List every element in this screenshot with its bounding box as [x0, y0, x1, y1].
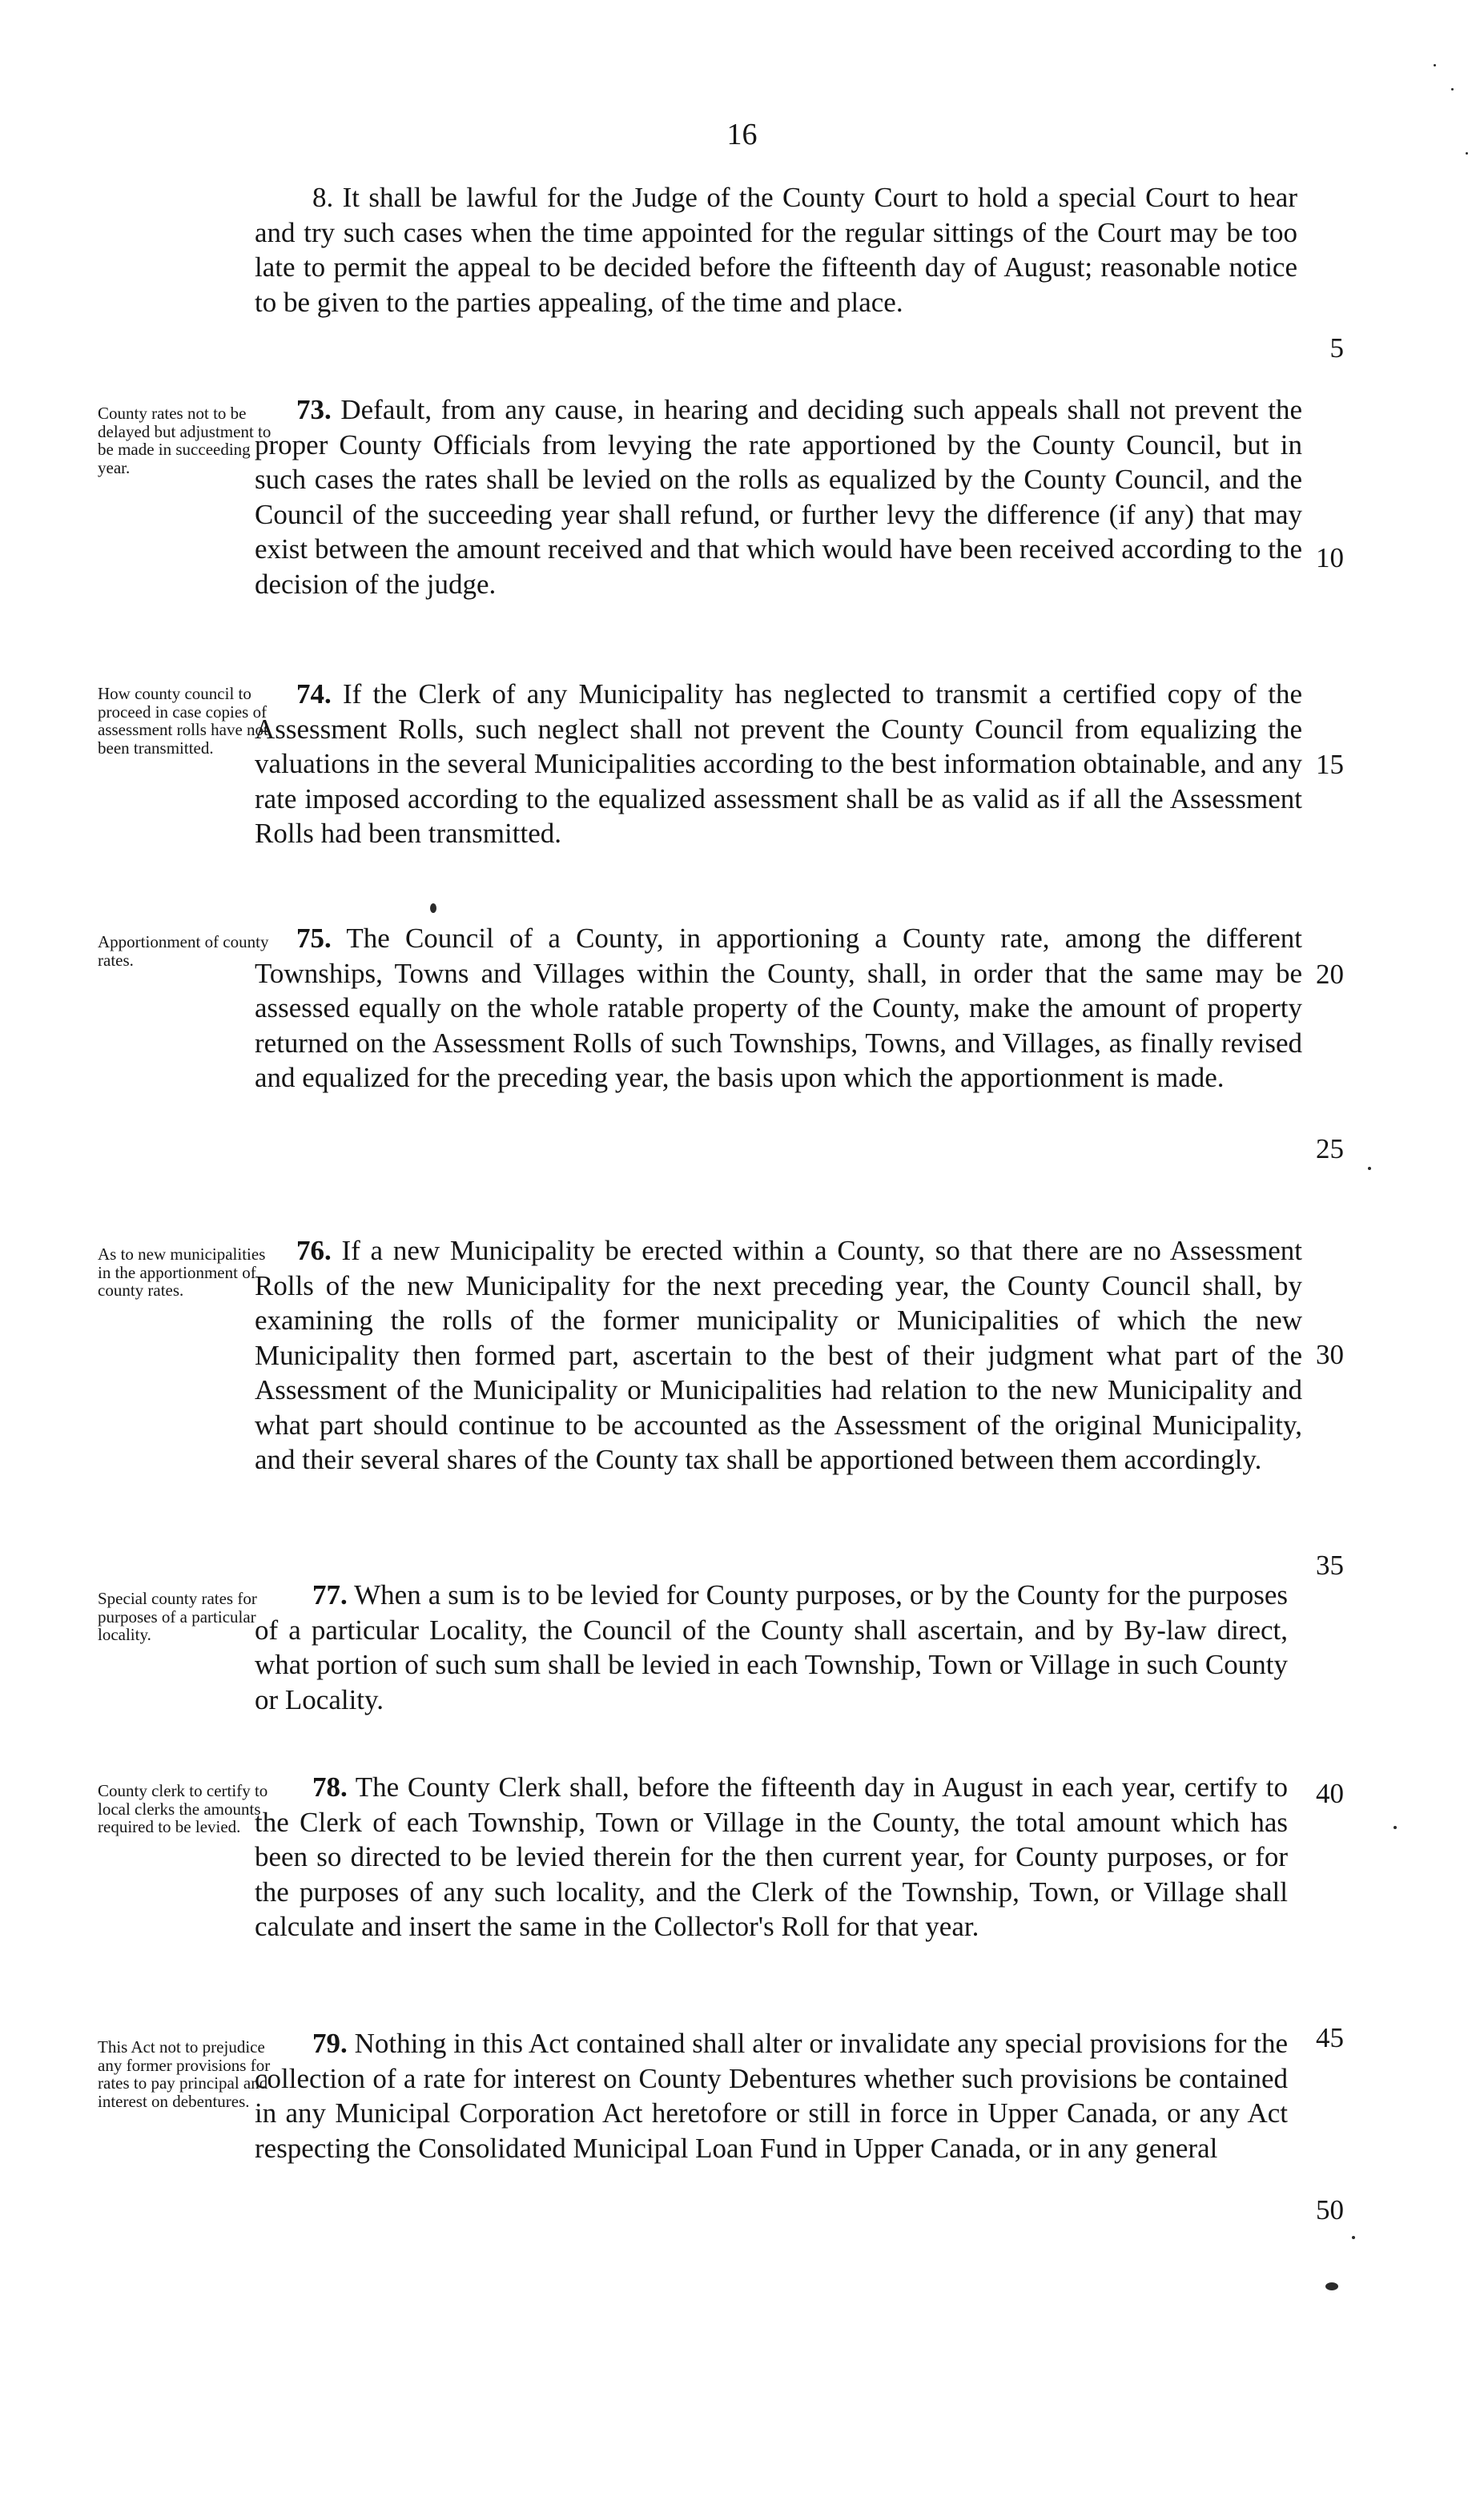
- section-body: When a sum is to be levied for County purposes, or by the County for the purposes of a particular Locality, the Council of the County shall ascertain, and by By-law direct, what portion of such sum shall be levied in each Township, Town or Village in such County or Locality.: [255, 1579, 1288, 1715]
- margin-note: As to new municipalities in the apportionment of county rates.: [98, 1244, 266, 1300]
- section-text: [255, 1233, 1302, 1478]
- section-number: 78.: [312, 1771, 348, 1803]
- section-body: If a new Municipality be erected within a County, so that there are no Assessment Rolls of the new Municipality for the next preceding year, the County Council shall, by examining the rolls of the former municipality or Municipalities of which the new Municipality then formed part, ascertain to the best of their judgment what part of the Assessment of the Municipality or Municipalities had relation to the new Municipality and what part should continue to be accounted as the Assessment of the original Municipality, and their several shares of the County tax shall be apportioned between them accordingly.: [255, 1235, 1303, 1475]
- line-number: 20: [1316, 959, 1344, 990]
- ink-speck: [1352, 2236, 1355, 2239]
- ink-speck: [1394, 1826, 1397, 1829]
- margin-note: How county council to proceed in case copies of assessment rolls have not been transmitted.: [98, 684, 268, 758]
- line-number: 40: [1316, 1778, 1344, 1809]
- section-text: [255, 1770, 1288, 1944]
- section-text: [255, 921, 1302, 1096]
- margin-note: Special county rates for purposes of a particular locality.: [98, 1589, 257, 1644]
- margin-note: This Act not to prejudice any former provisions for rates to pay principal and interest on debentures.: [98, 2037, 271, 2111]
- section-body: If the Clerk of any Municipality has neglected to transmit a certified copy of the Assessment Rolls, such neglect shall not prevent the County Council from equalizing the valuations in the several Municipalities according to the best information obtainable, and any rate imposed according to the equalized assessment shall be as valid as if all the Assessment Rolls had been transmitted.: [255, 678, 1303, 849]
- ink-speck: [1451, 88, 1454, 90]
- section-body: Default, from any cause, in hearing and deciding such appeals shall not prevent the proper County Officials from levying the rate apportioned by the County Council, but in such cases the rates shall be levied on the rolls as equalized by the County Council, and the Council of the succeeding year shall refund, or further levy the difference (if any) that may exist between the amount received and that which would have been received according to the decision of the judge.: [255, 394, 1303, 600]
- ink-speck: [1368, 1167, 1371, 1170]
- section-text: [255, 180, 1297, 320]
- section-number: 76.: [296, 1235, 332, 1266]
- ink-speck: [1325, 2282, 1338, 2290]
- section-number: 8.: [312, 182, 334, 213]
- section-body: It shall be lawful for the Judge of the County Court to hold a special Court to hear and try such cases when the time appointed for the regular sittings of the Court may be too late to permit the appeal to be decided before the fifteenth day of August; reasonable notice to be given to the parties appealing, of the time and place.: [255, 182, 1297, 318]
- ink-speck: [1466, 152, 1468, 155]
- section-number: 77.: [312, 1579, 348, 1610]
- line-number: 15: [1316, 749, 1344, 780]
- margin-note: County rates not to be delayed but adjustment to be made in succeeding year.: [98, 404, 271, 477]
- line-number: 50: [1316, 2194, 1344, 2226]
- line-number: 10: [1316, 542, 1344, 573]
- section-text: [255, 677, 1302, 851]
- section-number: 75.: [296, 923, 332, 954]
- section-text: [255, 1578, 1288, 1717]
- line-number: 25: [1316, 1133, 1344, 1164]
- margin-note: Apportionment of county rates.: [98, 932, 269, 970]
- page-number: 16: [726, 118, 758, 151]
- ink-speck: [430, 903, 436, 913]
- section-text: [255, 2026, 1288, 2165]
- line-number: 45: [1316, 2022, 1344, 2053]
- section-number: 73.: [296, 394, 332, 425]
- margin-note: County clerk to certify to local clerks the amounts required to be levied.: [98, 1781, 268, 1836]
- section-body: The County Clerk shall, before the fifteenth day in August in each year, certify to the Clerk of each Township, Town or Village in the County, the total amount which has been so directed to be levied therein for the then current year, for County purposes, or for the purposes of any such locality, and the Clerk of the Township, Town, or Village shall calculate and insert the same in the Collector's Roll for that year.: [255, 1771, 1288, 1942]
- ink-speck: [1434, 64, 1436, 66]
- section-body: Nothing in this Act contained shall alter or invalidate any special provisions for the collection of a rate for interest on County Debentures whether such provisions be contained in any Municipal Corporation Act heretofore or still in force in Upper Canada, or any Act respecting the Consolidated Municipal Loan Fund in Upper Canada, or in any general: [255, 2028, 1289, 2164]
- line-number: 5: [1329, 332, 1344, 364]
- section-text: [255, 392, 1302, 601]
- section-number: 79.: [312, 2028, 348, 2059]
- line-number: 30: [1316, 1339, 1344, 1370]
- section-body: The Council of a County, in apportioning a County rate, among the different Townships, Towns and Villages within the County, shall, in order that the same may be assessed equally on the whole ratable property of the County, make the amount of property returned on the Assessment Rolls of such Townships, Towns, and Villages, as finally revised and equalized for the preceding year, the basis upon which the apportionment is made.: [255, 923, 1302, 1093]
- section-number: 74.: [296, 678, 332, 710]
- line-number: 35: [1316, 1550, 1344, 1581]
